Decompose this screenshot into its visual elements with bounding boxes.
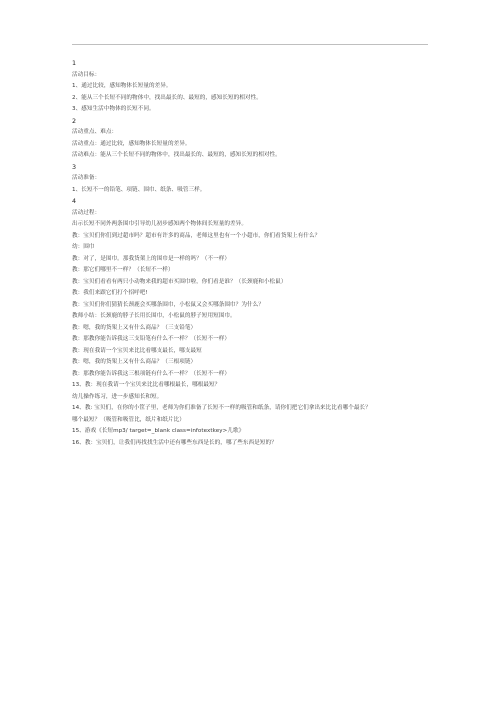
section-number: 4 <box>72 197 77 205</box>
goal-item: 2、能从三个长短不同的物体中，找出最长的、最短的，感知长短的相对性。 <box>72 94 262 101</box>
process-line: 幼：围巾 <box>72 244 95 250</box>
heading-goals: 活动目标： <box>72 71 101 78</box>
preparation-item: 1、长短不一的铅笔、项链、围巾、纸条、吸管三样。 <box>72 186 206 193</box>
process-line: 16、教：宝贝们，让我们再找找生活中还有哪些东西是长的，哪了些东西是短的？ <box>72 439 277 446</box>
document-body <box>72 58 432 449</box>
process-line: 教：那教你能告诉我这三根项链有什么不一样？（长短不一样） <box>72 370 231 377</box>
difficult-point: 活动难点：能从三个长短不同的物体中，找出最长的、最短的，感知长短的相对性。 <box>72 152 281 158</box>
heading-preparation: 活动准备： <box>72 175 101 181</box>
heading-process: 活动过程： <box>72 209 101 216</box>
process-line: 出示长短不同外两条围巾引导幼儿初步感知两个物体间长短量的差异。 <box>72 221 247 227</box>
process-line: 教：嗯，我的货架上又有什么商品？（三根项链） <box>72 359 197 365</box>
process-line: 教：对了，是围巾。那我货架上的围巾是一样的吗？（不一样） <box>72 255 231 262</box>
process-line: 教：宝贝们你们猜猜长颈鹿会买哪条围巾，小松鼠又会买哪条围巾？为什么？ <box>72 301 264 308</box>
process-line: 教：我们来跟它们打个招呼吧! <box>72 290 148 296</box>
process-line: 教师小结：长颈鹿的脖子长用长围巾，小松鼠的脖子短用短围巾。 <box>72 313 236 319</box>
goal-item: 3、感知生活中物体的长短不同。 <box>72 106 155 112</box>
process-line: 幼儿操作练习，进一步感知长和短。 <box>72 393 163 400</box>
process-line: 哪个最短？（吸管和吸管比，纸片和纸片比） <box>72 416 185 423</box>
process-line: 教：现在我请一个宝贝来比比看哪支最长，哪支最短 <box>72 347 202 354</box>
process-line: 教：嗯，我的货架上又有什么商品？（三支铅笔） <box>72 324 197 331</box>
section-number: 3 <box>72 162 77 171</box>
header-rule <box>72 44 428 45</box>
process-line: 教：那它们哪里不一样？（长短不一样） <box>72 267 174 273</box>
goal-item: 1、通过比较，感知物体长短量的差异。 <box>72 83 172 89</box>
process-line: 14、教: 宝贝们，在你的小筐子里，老师为你们准备了长短不一样的吸管和纸条，请你们把它们拿出来比比看哪个最长？ <box>72 405 371 411</box>
key-point: 活动重点：通过比较，感知物体长短量的差异。 <box>72 140 191 147</box>
section-number: 1 <box>72 59 77 67</box>
process-line: 教：宝贝们你们到过超市吗？超市有许多的商品，老师这里也有一个小超市，你们看货架上有什么？ <box>72 232 321 239</box>
process-line: 15、游戏《长短mp3/ target=_blank class=infotextkey>儿歌》 <box>72 428 245 434</box>
heading-key-points: 活动重点、难点： <box>72 129 118 135</box>
section-number: 2 <box>72 116 77 125</box>
process-line: 教：那教你能告诉我这三支铅笔有什么不一样？（长短不一样） <box>72 336 231 342</box>
process-line: 13、教：现在我请一个宝贝来比比看哪根最长，哪根最短？ <box>72 382 221 388</box>
process-line: 教：宝贝们看看有两只小动物来我的超市买围巾啦，你们看是谁？（长颈鹿和小松鼠） <box>72 278 287 285</box>
